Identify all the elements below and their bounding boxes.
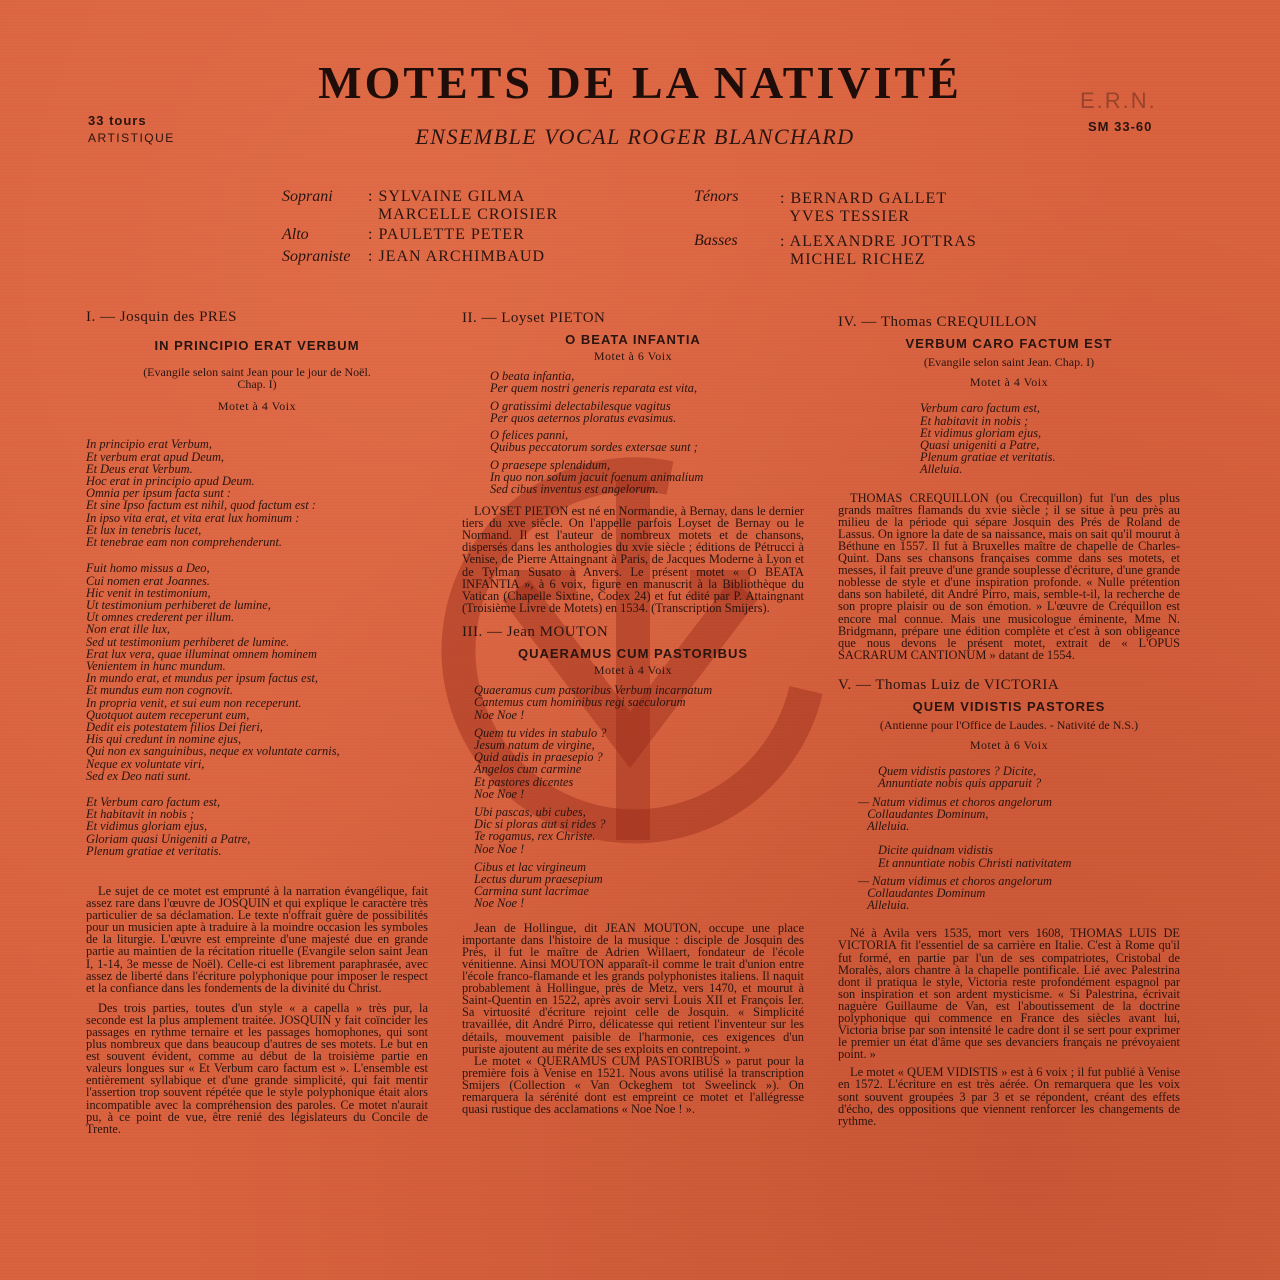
- section-heading: V. — Thomas Luiz de VICTORIA: [838, 676, 1060, 693]
- format-label: 33 tours: [88, 113, 147, 128]
- piece-source: (Evangile selon saint Jean pour le jour de Noël. Chap. I): [143, 365, 371, 392]
- commentary-paragraph: THOMAS CREQUILLON (ou Crecquillon) fut l'un des plus grands maîtres flamands du xvie siècle ; il se situe à peu près au milieu de la période qui sépare Josquin des Prés de Roland de Lassus. On ignore la date de sa naissance, mais on sait qu'il mourut à Béthune en 1557. Il fut à Bruxelles maître de chapelle de Charles-Quint. Dans ses chansons françaises comme dans ses motets, et messes, il fait preuve d'une grande souplesse d'écriture, d'une grande noblesse de style et d'une inspiration profonde. « Nulle prétention dans son habileté, dit André Pirro, mais, semble-t-il, la recherche de son propre plaisir ou de son émotion. » L'œuvre de Créquillon est encore mal connue. Mais une musicologue éminente, Mme N. Bridgmann, prépare une édition complète et c'est à son obligeance que nous devons le présent motet, extrait de « L'OPUS SACRARUM CANTIONUM » datant de 1554.: [838, 490, 1180, 662]
- latin-text: O gratissimi delectabilesque vagitus Per quos aeternos ploratus evasimus.: [490, 398, 677, 425]
- format-sublabel: ARTISTIQUE: [88, 131, 175, 145]
- role-soprani: Soprani: [282, 188, 333, 205]
- latin-text: Cibus et lac virgineum Lectus durum praesepium Carmina sunt lacrimae Noe Noe !: [474, 859, 603, 911]
- names-tenors: : BERNARD GALLET YVES TESSIER: [780, 190, 948, 225]
- names-alto: : PAULETTE PETER: [368, 226, 525, 243]
- latin-text: — Natum vidimus et choros angelorum Collaudantes Dominum Alleluia.: [858, 873, 1052, 913]
- commentary-paragraph: LOYSET PIETON est né en Normandie, à Bernay, dans le dernier tiers du xve siècle. On l'appelle parfois Loyset de Bernay ou le Normand. Il est l'auteur de nombreux motets et de chansons, dispersés dans les anthologies du xvie siècle ; éditions de Pétrucci à Venise, de Pierre Attaingnant à Paris, de Jacques Moderne à Lyon et de Tylman Susato à Anvers. Le présent motet « O BEATA INFANTIA », à 6 voix, figure en manuscrit à la Bibliothèque du Vatican (Chapelle Sixtine, Codex 24) et fut édité par P. Attaingnant (Troisième Livre de Motets) en 1534. (Transcription Smijers).: [462, 504, 804, 615]
- piece-title: O BEATA INFANTIA: [565, 332, 701, 348]
- commentary-paragraph: Le motet « QUERAMUS CUM PASTORIBUS » parut pour la première fois à Venise en 1521. Nous avons utilisé la transcription Smijers (Collection « Van Ockeghem tot Sweelinck »). On remarquera la sérénité dont est empreint ce motet et l'allégresse quasi rustique des acclamations « Noe Noe ! ».: [462, 1053, 804, 1117]
- latin-text: Fuit homo missus a Deo, Cui nomen erat Joannes. Hic venit in testimonium, Ut testimonium perhiberet de lumine, Ut omnes crederent per illum. Non erat ille lux, Sed ut testimonium perhiberet de lumine. Erat lux vera, quae illuminat omnem hominem Venientem in hunc mundum. In mundo erat, et mundus per ipsum factus est, Et mundus eum non cognovit. In propria venit, et sui eum non receperunt. Quotquot autem receperunt eum, Dedit eis potestatem filios Dei fieri, His qui credunt in nomine ejus, Qui non ex sanguinibus, neque ex voluntate carnis, Neque ex voluntate viri, Sed ex Deo nati sunt.: [86, 561, 340, 783]
- column-josquin: [86, 311, 428, 1135]
- commentary-paragraph: Le motet « QUEM VIDISTIS » est à 6 voix ; il fut publié à Venise en 1572. L'écriture en est très aérée. On remarquera que les voix sont souvent groupées 3 par 3 et se répondent, créant des effets d'écho, des oppositions que viennent renforcer les changements de rythme.: [838, 1065, 1180, 1128]
- latin-text: In principio erat Verbum, Et verbum erat apud Deum, Et Deus erat Verbum. Hoc erat in principio apud Deum. Omnia per ipsum facta sunt : Et sine Ipso factum est nihil, quod factum est : In ipso vita erat, et vita erat lux hominum : Et lux in tenebris lucet, Et tenebrae eam non comprehenderunt.: [86, 437, 316, 550]
- latin-text: O praesepe splendidum, In quo non solum jacuit foenum animalium Sed cibus inventus est angelorum.: [490, 457, 704, 496]
- names-sopraniste: : JEAN ARCHIMBAUD: [368, 248, 546, 265]
- piece-source: (Antienne pour l'Office de Laudes. - Nativité de N.S.): [879, 718, 1139, 733]
- piece-title: IN PRINCIPIO ERAT VERBUM: [154, 338, 360, 354]
- piece-title: QUAERAMUS CUM PASTORIBUS: [517, 646, 749, 662]
- latin-text: Et Verbum caro factum est, Et habitavit in nobis ; Et vidimus gloriam ejus, Gloriam quasi Unigeniti a Patre, Plenum gratiae et veritatis.: [86, 794, 251, 858]
- commentary-paragraph: Des trois parties, toutes d'un style « a capella » très pur, la seconde est la plus amplement traitée. JOSQUIN y fait coïncider les passages en rythme ternaire et les passages homophones, qui sont plus nombreux que dans beaucoup d'autres de ses motets. Le but en est souvent évident, comme au début de la troisième partie en valeurs longues sur « Et Verbum caro factum est ». L'ensemble est entièrement syllabique et d'une grande simplicité, qui fait mentir l'assertion trop souvent répétée que le style polyphonique était alors incompatible avec la compréhension des paroles. Ce motet n'aurait pu, à ce point de vue, être renié des législateurs du Concile de Trente.: [86, 1000, 428, 1136]
- role-sopraniste: Sopraniste: [282, 248, 351, 265]
- section-heading: IV. — Thomas CREQUILLON: [838, 314, 1038, 330]
- latin-text: Verbum caro factum est, Et habitavit in nobis ; Et vidimus gloriam ejus, Quasi unigeniti a Patre, Plenum gratiae et veritatis. Alleluia.: [920, 401, 1056, 477]
- latin-text: Dicite quidnam vidistis Et annuntiate nobis Christi nativitatem: [878, 843, 1072, 870]
- piece-source: (Evangile selon saint Jean. Chap. I): [923, 355, 1095, 370]
- ern-stamp: E.R.N.: [1080, 88, 1157, 113]
- role-tenors: Ténors: [694, 188, 739, 205]
- latin-text: Quem vidistis pastores ? Dicite, Annuntiate nobis quis apparuit ?: [878, 764, 1042, 791]
- role-basses: Basses: [694, 232, 738, 249]
- latin-text: Quaeramus cum pastoribus Verbum incarnatum Cantemus cum hominibus regi saeculorum Noe Noe !: [474, 683, 713, 722]
- voices-label: Motet à 4 Voix: [969, 375, 1049, 390]
- commentary-paragraph: Né à Avila vers 1535, mort vers 1608, THOMAS LUIS DE VICTORIA fit l'essentiel de sa carrière en Italie. C'est à Rome qu'il fut formé, en partie par l'un de ses compatriotes, Cristobal de Moralès, alors chantre à la chapelle pontificale. Lié avec Palestrina dont il pratiqua le style, Victoria reste profondément espagnol par son inspiration et son ardent mysticisme. « Si Palestrina, écrivait naguère Guillaume de Van, est l'aboutissement de la doctrine polyphonique qui commence en France des siècles avant lui, Victoria brise par son intensité le cadre dont il se sert pour exprimer le premier un état d'âme que ses devanciers français ne prévoyaient point. »: [838, 926, 1180, 1062]
- voices-label: Motet à 6 Voix: [969, 738, 1049, 753]
- commentary-paragraph: Le sujet de ce motet est emprunté à la narration évangélique, fait assez rare dans l'œuvre de JOSQUIN et qui explique le caractère très particulier de sa déclamation. Le texte n'offrait guère de possibilités pour un musicien apte à traduire à la moindre occasion les symboles de la liturgie. L'œuvre est empreinte d'une majesté due en grande partie au maintien de la récitation rituelle (Evangile selon saint Jean I, 1-14, 3e messe de Noël). Celle-ci est librement paraphrasée, avec assez de liberté dans l'écriture polyphonique pour imposer le respect et la confiance dans les fondements de la divinité du Christ.: [86, 883, 428, 995]
- album-title: MOTETS DE LA NATIVITÉ: [318, 57, 962, 108]
- latin-text: O felices panni, Quibus peccatorum sordes extersae sunt ;: [490, 428, 698, 455]
- voices-label: Motet à 6 Voix: [593, 349, 673, 364]
- section-heading: I. — Josquin des PRES: [86, 309, 237, 325]
- role-alto: Alto: [282, 226, 309, 243]
- latin-text: O beata infantia, Per quem nostri generis reparata est vita,: [490, 369, 698, 396]
- column-pieton-mouton: [462, 312, 804, 1115]
- names-basses: : ALEXANDRE JOTTRAS MICHEL RICHEZ: [780, 233, 977, 268]
- column-crequillon-victoria: [838, 316, 1180, 1127]
- piece-title: QUEM VIDISTIS PASTORES: [912, 699, 1106, 714]
- latin-text: Ubi pascas, ubi cubes, Dic si ploras aut si rides ? Te rogamus, rex Christe. Noe Noe !: [474, 805, 606, 856]
- voices-label: Motet à 4 Voix: [217, 399, 297, 414]
- section-heading: II. — Loyset PIETON: [462, 310, 606, 326]
- commentary-paragraph: Jean de Hollingue, dit JEAN MOUTON, occupe une place importante dans l'histoire de la musique : disciple de Josquin des Prés, il fut le maître de Adrien Willaert, fondateur de l'école vénitienne. Ainsi MOUTON apparaît-il comme le trait d'union entre l'école franco-flamande et les grands polyphonistes italiens. Il naquit probablement à Hollingue, près de Metz, vers 1470, et mourut à Saint-Quentin en 1522, après avoir servi Louis XII et François Ier. Sa virtuosité d'écriture rejoint celle de Josquin. « Simplicité travaillée, dit André Pirro, délicatesse qui retient l'inventeur sur les détails, mouvement paisible de l'harmonie, ces exigences d'un puriste ajoutent au mérite de ses exploits en contrepoint. »: [462, 920, 804, 1056]
- latin-text: — Natum vidimus et choros angelorum Collaudantes Dominum, Alleluia.: [858, 794, 1052, 834]
- piece-title: VERBUM CARO FACTUM EST: [905, 336, 1113, 352]
- names-soprani: : SYLVAINE GILMA MARCELLE CROISIER: [368, 188, 559, 223]
- catalog-number: SM 33-60: [1088, 119, 1153, 134]
- section-heading: III. — Jean MOUTON: [462, 623, 609, 640]
- voices-label: Motet à 4 Voix: [593, 663, 673, 678]
- ensemble-name: ENSEMBLE VOCAL ROGER BLANCHARD: [415, 124, 855, 149]
- latin-text: Quem tu vides in stabulo ? Jesum natum de virgine, Quid audis in praesepio ? Angelos cum carmine Et pastores dicentes Noe Noe !: [474, 725, 607, 801]
